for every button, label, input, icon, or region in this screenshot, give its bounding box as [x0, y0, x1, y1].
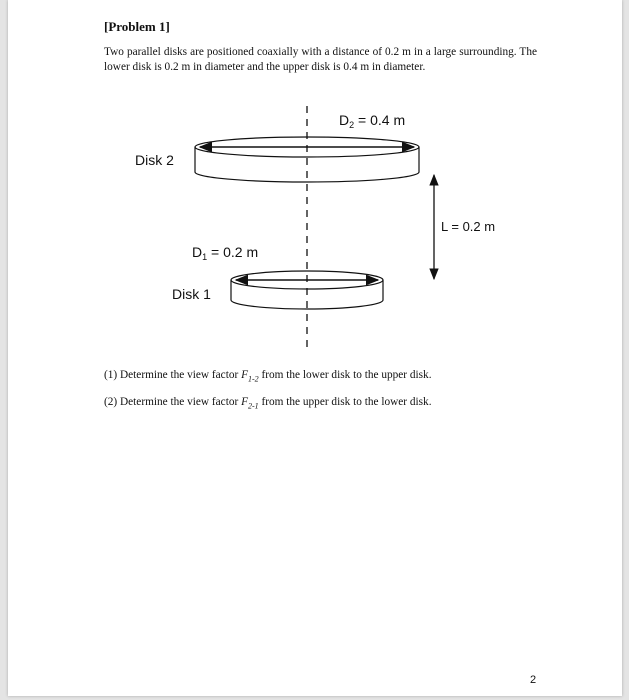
- document-page: [8, 0, 622, 696]
- question-1: (1) Determine the view factor $F_{1-2}$ from the lower disk to the upper disk.: [104, 369, 432, 384]
- distance-label: L = 0.2 m: [441, 219, 496, 234]
- disk-diagram: [8, 0, 622, 700]
- lower-diameter-label: $D_1 = 0.2$ m: [192, 244, 259, 262]
- page-number: 2: [530, 674, 537, 686]
- disk-1-label: Disk 1: [172, 286, 211, 302]
- question-2: (2) Determine the view factor $F_{2-1}$ from the upper disk to the lower disk.: [104, 396, 432, 411]
- upper-diameter-label: $D_2 = 0.4$ m: [339, 112, 406, 130]
- problem-title: [Problem 1]: [104, 19, 170, 34]
- disk-2-label: Disk 2: [135, 152, 174, 168]
- problem-statement: Two parallel disks are positioned coaxially with a distance of 0.2 m in a large surrounding. The lower disk is 0.2 m in diameter and the upper disk is 0.4 m in diameter.: [104, 46, 537, 73]
